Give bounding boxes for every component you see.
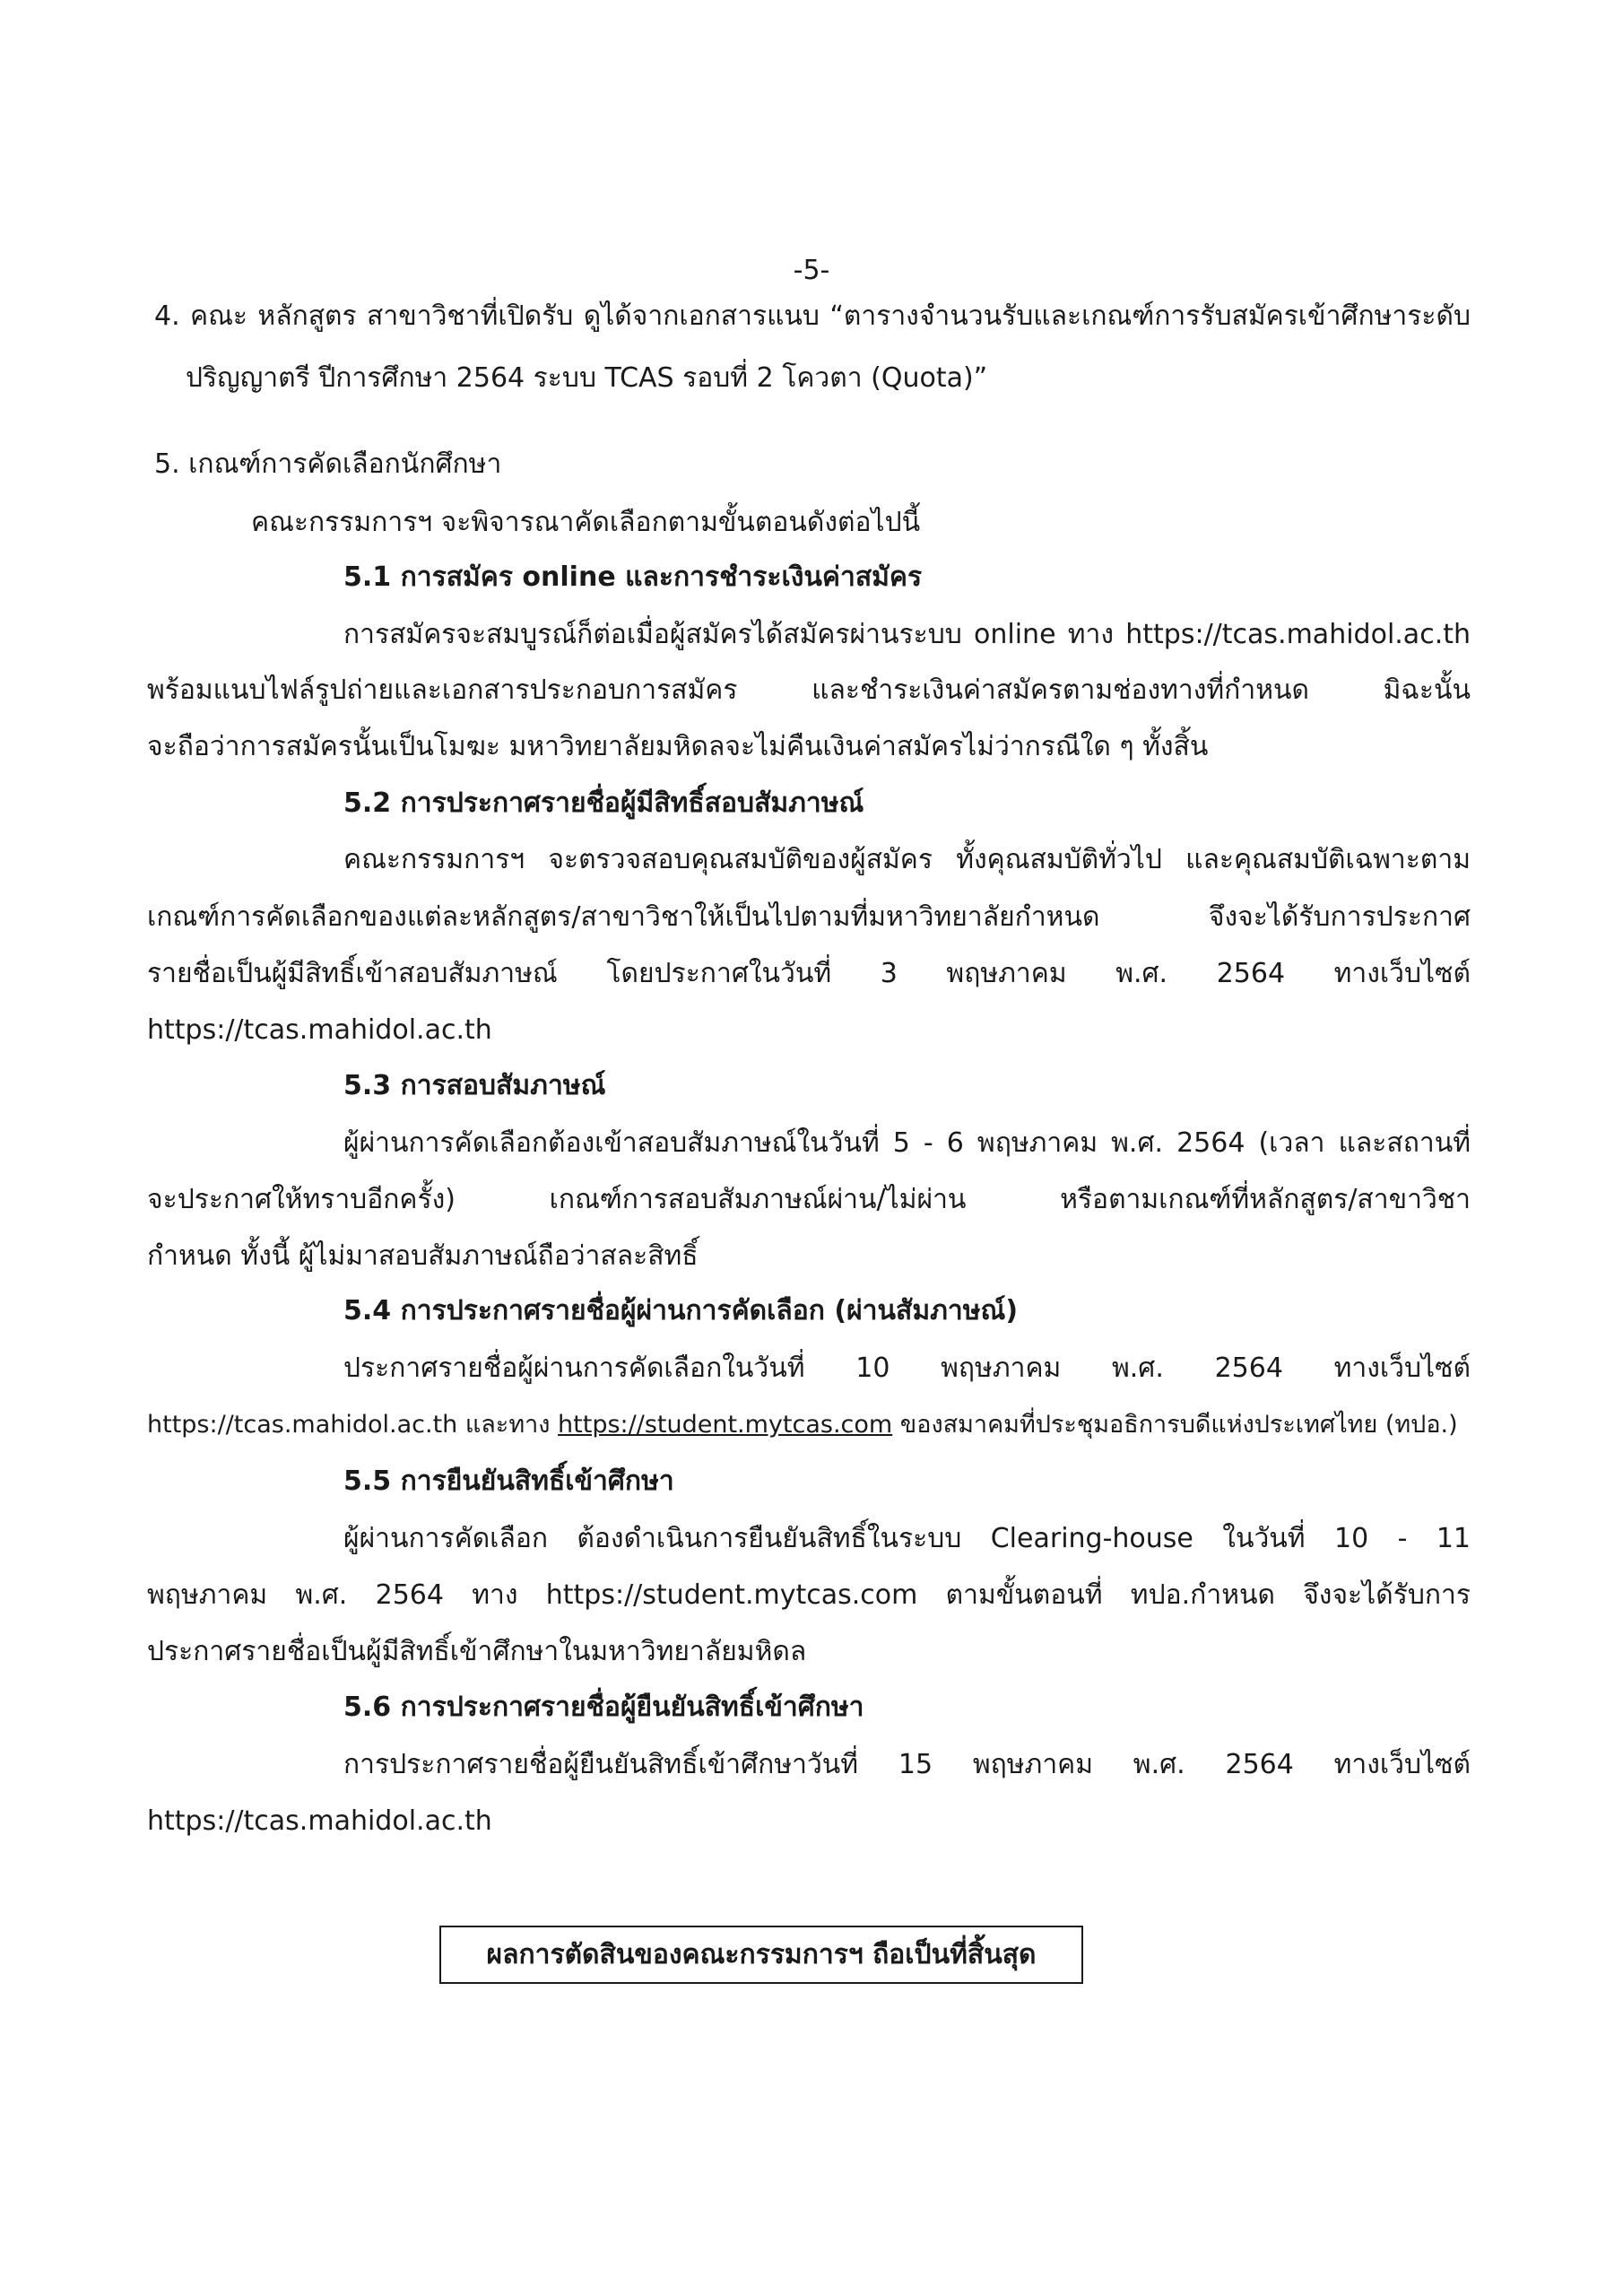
s54-line2 bbox=[147, 1407, 1458, 1443]
s55-heading: 5.5 การยืนยันสิทธิ์เข้าศึกษา bbox=[343, 1465, 674, 1497]
s53-heading: 5.3 การสอบสัมภาษณ์ bbox=[343, 1070, 606, 1101]
mytcas-link[interactable]: https://student.mytcas.com bbox=[558, 1411, 893, 1439]
s53-line2: จะประกาศให้ทราบอีกครั้ง) เกณฑ์การสอบสัมภาษณ์ผ่าน/ไม่ผ่าน หรือตามเกณฑ์ที่หลักสูตร/สาขาวิชา bbox=[147, 1184, 1471, 1215]
final-decision-box: ผลการตัดสินของคณะกรรมการฯ ถือเป็นที่สิ้นสุด bbox=[439, 1926, 1083, 1984]
s54-line2-text-b: ของสมาคมที่ประชุมอธิการบดีแห่งประเทศไทย (ทปอ.) bbox=[892, 1411, 1458, 1439]
s52-line2: เกณฑ์การคัดเลือกของแต่ละหลักสูตร/สาขาวิชาให้เป็นไปตามที่มหาวิทยาลัยกำหนด จึงจะได้รับการประกาศ bbox=[147, 901, 1471, 933]
s52-line4: https://tcas.mahidol.ac.th bbox=[147, 1014, 492, 1046]
s56-heading: 5.6 การประกาศรายชื่อผู้ยืนยันสิทธิ์เข้าศึกษา bbox=[343, 1692, 864, 1723]
s55-line1: ผู้ผ่านการคัดเลือก ต้องดำเนินการยืนยันสิทธิ์ในระบบ Clearing-house ในวันที่ 10 - 11 bbox=[343, 1523, 1471, 1554]
s56-line1: การประกาศรายชื่อผู้ยืนยันสิทธิ์เข้าศึกษาวันที่ 15 พฤษภาคม พ.ศ. 2564 ทางเว็บไซต์ bbox=[343, 1749, 1471, 1780]
s54-line1: ประกาศรายชื่อผู้ผ่านการคัดเลือกในวันที่ 10 พฤษภาคม พ.ศ. 2564 ทางเว็บไซต์ bbox=[343, 1352, 1471, 1384]
s53-line1: ผู้ผ่านการคัดเลือกต้องเข้าสอบสัมภาษณ์ในวันที่ 5 - 6 พฤษภาคม พ.ศ. 2564 (เวลา และสถานที่ bbox=[343, 1127, 1471, 1159]
s56-line2: https://tcas.mahidol.ac.th bbox=[147, 1805, 492, 1837]
s54-line2-text-a: https://tcas.mahidol.ac.th และทาง bbox=[147, 1411, 559, 1439]
s55-line3: ประกาศรายชื่อเป็นผู้มีสิทธิ์เข้าศึกษาในมหาวิทยาลัยมหิดล bbox=[147, 1636, 807, 1667]
s54-heading: 5.4 การประกาศรายชื่อผู้ผ่านการคัดเลือก (ผ่านสัมภาษณ์) bbox=[343, 1295, 1019, 1326]
s51-heading: 5.1 การสมัคร online และการชำระเงินค่าสมัคร bbox=[343, 561, 923, 593]
s53-line3: กำหนด ทั้งนี้ ผู้ไม่มาสอบสัมภาษณ์ถือว่าสละสิทธิ์ bbox=[147, 1240, 699, 1272]
page-number: -5- bbox=[793, 255, 830, 286]
item5-heading: 5. เกณฑ์การคัดเลือกนักศึกษา bbox=[154, 448, 502, 480]
item4-line2: ปริญญาตรี ปีการศึกษา 2564 ระบบ TCAS รอบที่ 2 โควตา (Quota)” bbox=[186, 362, 988, 394]
s55-line2: พฤษภาคม พ.ศ. 2564 ทาง https://student.mytcas.com ตามขั้นตอนที่ ทปอ.กำหนด จึงจะได้รับการ bbox=[147, 1579, 1471, 1611]
s51-line1: การสมัครจะสมบูรณ์ก็ต่อเมื่อผู้สมัครได้สมัครผ่านระบบ online ทาง https://tcas.mahidol.ac.th bbox=[343, 619, 1471, 650]
item4-line1: 4. คณะ หลักสูตร สาขาวิชาที่เปิดรับ ดูได้จากเอกสารแนบ “ตารางจำนวนรับและเกณฑ์การรับสมัครเข้าศึกษาระดับ bbox=[154, 300, 1471, 332]
s51-line3: จะถือว่าการสมัครนั้นเป็นโมฆะ มหาวิทยาลัยมหิดลจะไม่คืนเงินค่าสมัครไม่ว่ากรณีใด ๆ ทั้งสิ้น bbox=[147, 731, 1209, 762]
item5-intro: คณะกรรมการฯ จะพิจารณาคัดเลือกตามขั้นตอนดังต่อไปนี้ bbox=[251, 507, 921, 538]
s52-heading: 5.2 การประกาศรายชื่อผู้มีสิทธิ์สอบสัมภาษณ์ bbox=[343, 787, 864, 819]
s52-line1: คณะกรรมการฯ จะตรวจสอบคุณสมบัติของผู้สมัคร ทั้งคุณสมบัติทั่วไป และคุณสมบัติเฉพาะตาม bbox=[343, 844, 1471, 875]
s51-line2: พร้อมแนบไฟล์รูปถ่ายและเอกสารประกอบการสมัคร และชำระเงินค่าสมัครตามช่องทางที่กำหนด มิฉะนั้น bbox=[147, 674, 1471, 706]
s52-line3: รายชื่อเป็นผู้มีสิทธิ์เข้าสอบสัมภาษณ์ โดยประกาศในวันที่ 3 พฤษภาคม พ.ศ. 2564 ทางเว็บไซต์ bbox=[147, 958, 1471, 989]
